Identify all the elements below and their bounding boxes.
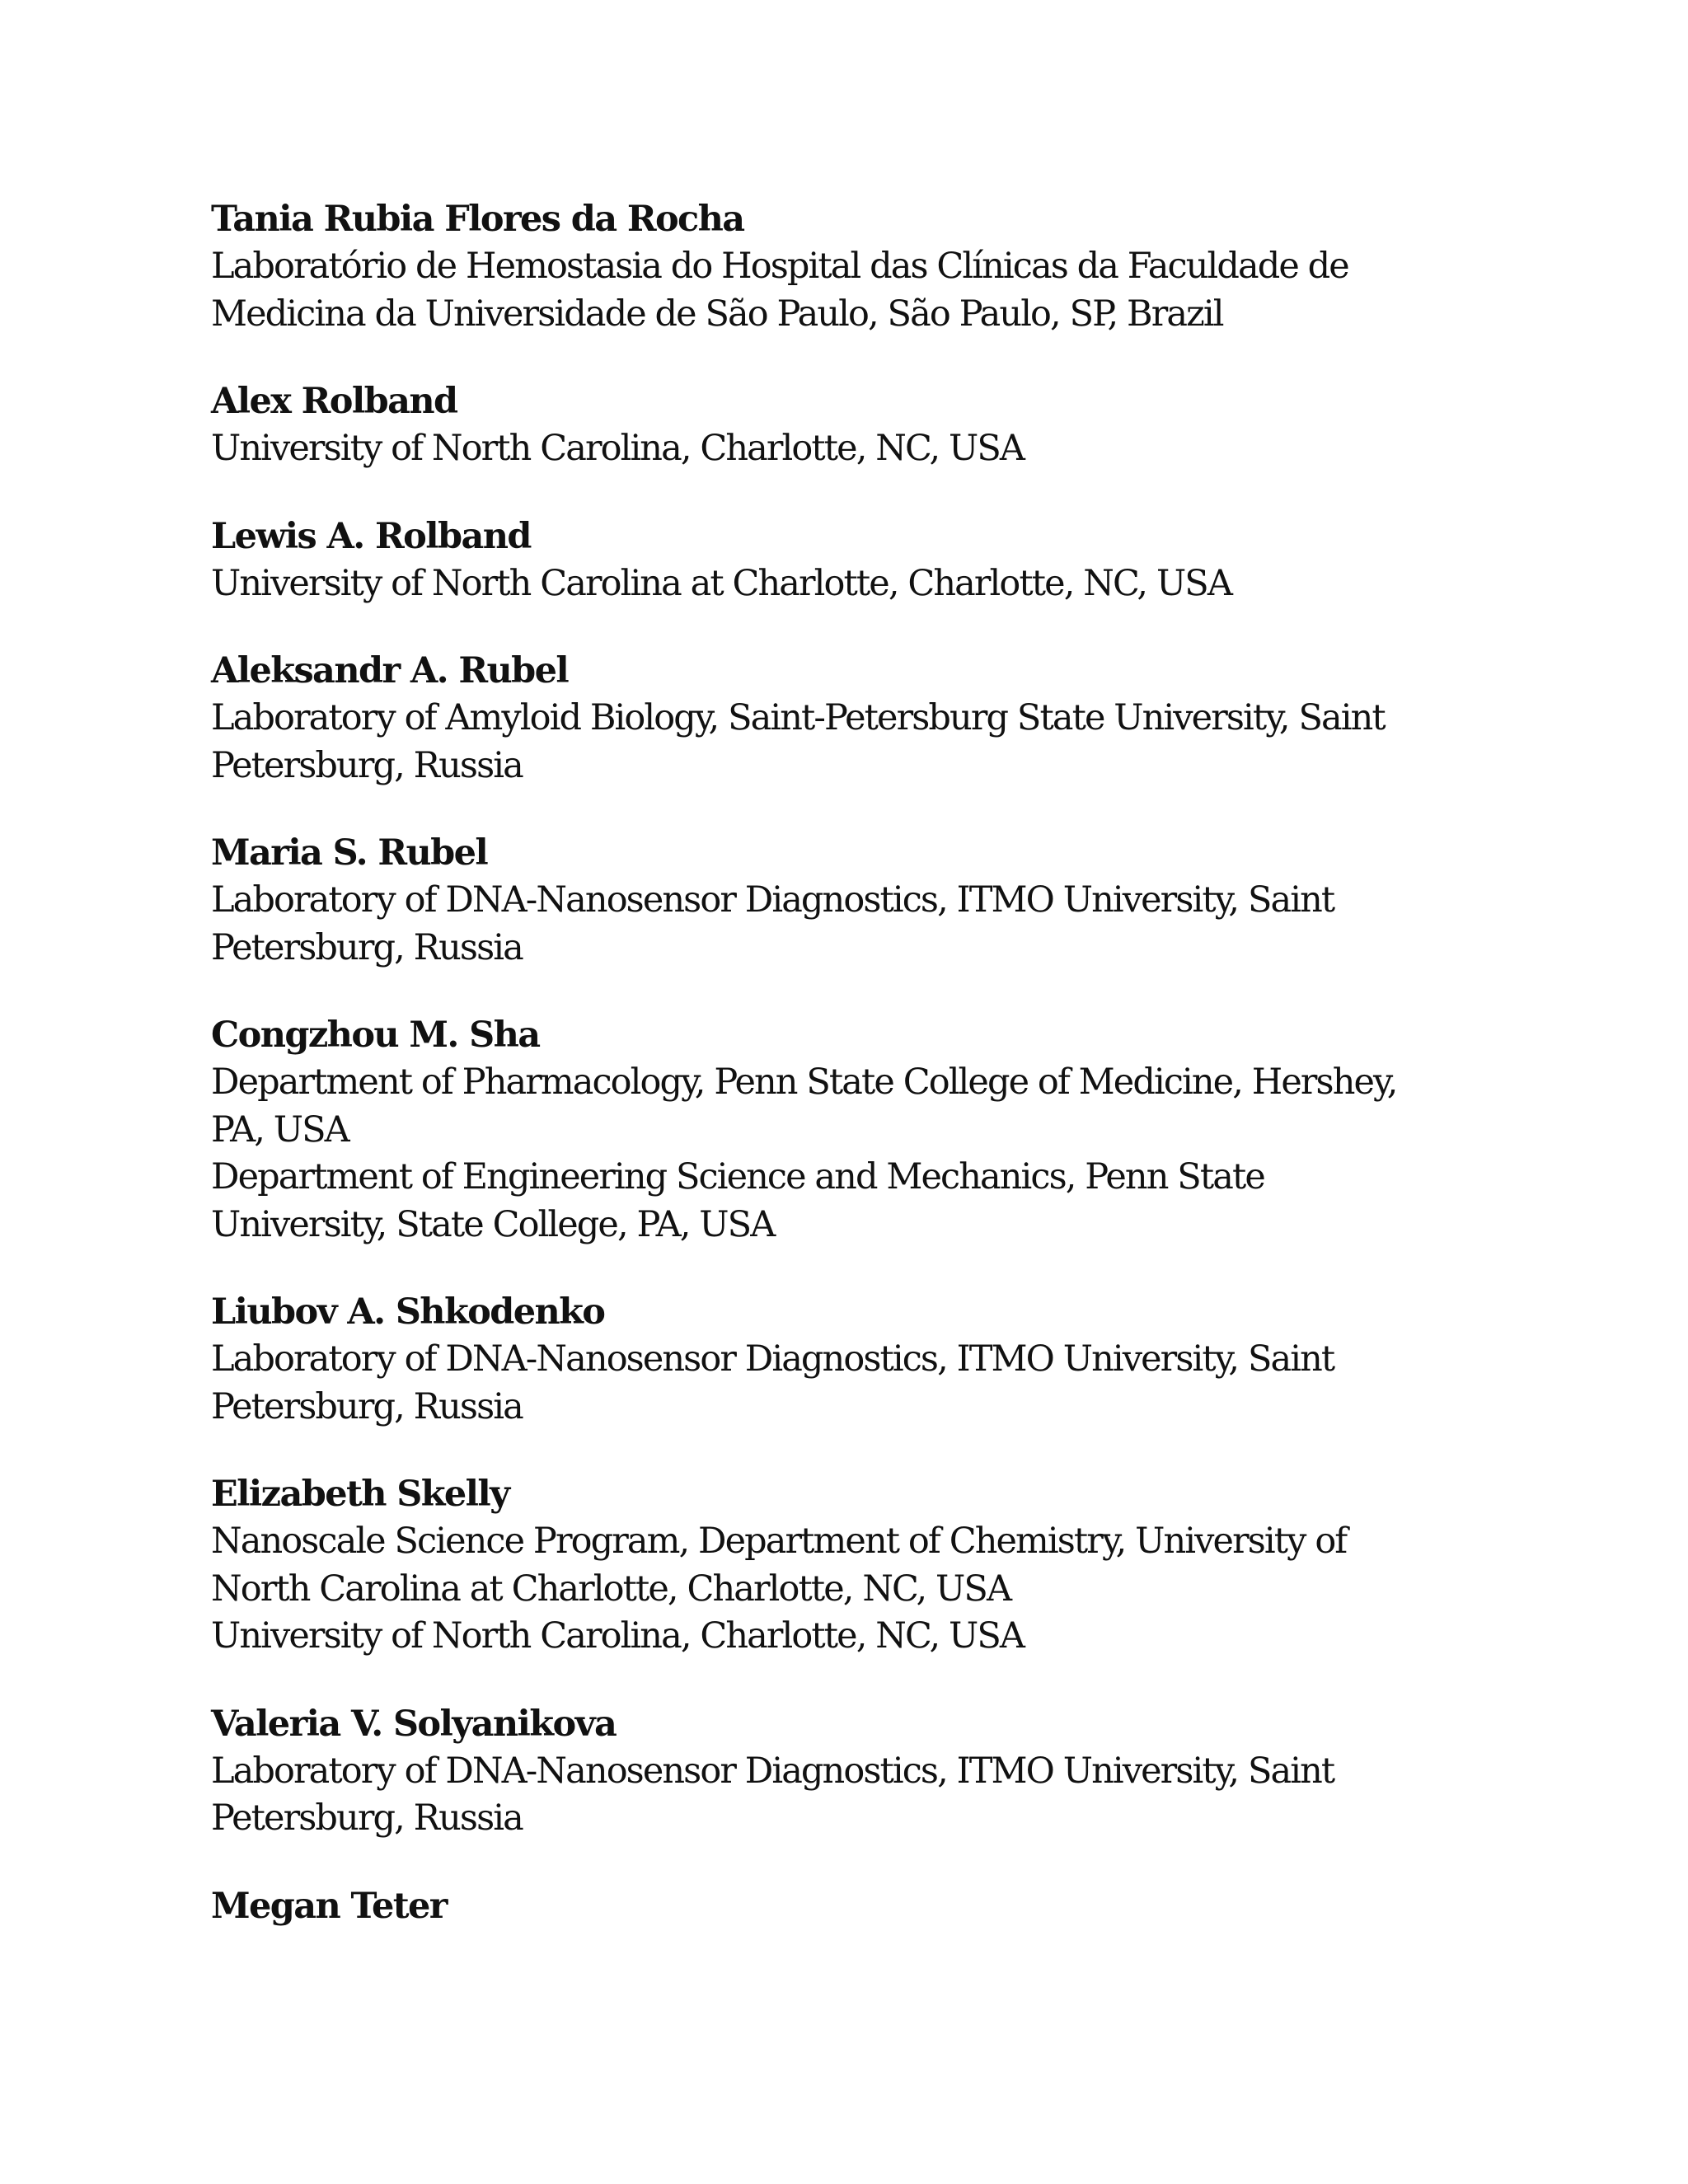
affiliation-line: Department of Pharmacology, Penn State College of Medicine, Hershey, bbox=[211, 1062, 1397, 1103]
contributor-entry bbox=[211, 196, 1546, 338]
contributor-entry bbox=[211, 830, 1546, 972]
contributor-entry bbox=[211, 378, 1546, 473]
affiliation-line: North Carolina at Charlotte, Charlotte, NC, USA bbox=[211, 1568, 1011, 1610]
contributor-name: Congzhou M. Sha bbox=[211, 1015, 540, 1056]
contributor-name: Alex Rolband bbox=[211, 381, 457, 422]
affiliation-line: University of North Carolina, Charlotte, NC, USA bbox=[211, 428, 1025, 469]
contributor-affiliation bbox=[211, 243, 1546, 338]
affiliation-line: Laboratory of DNA-Nanosensor Diagnostics, ITMO University, Saint bbox=[211, 879, 1334, 921]
affiliation-line: Laboratory of DNA-Nanosensor Diagnostics, ITMO University, Saint bbox=[211, 1338, 1334, 1380]
contributor-name: Tania Rubia Flores da Rocha bbox=[211, 199, 744, 240]
affiliation-line: Laboratory of Amyloid Biology, Saint-Petersburg State University, Saint bbox=[211, 697, 1385, 738]
contributor-name: Maria S. Rubel bbox=[211, 832, 488, 874]
affiliation-line: University of North Carolina at Charlotte, Charlotte, NC, USA bbox=[211, 562, 1232, 604]
affiliation-line: Department of Engineering Science and Mechanics, Penn State bbox=[211, 1156, 1264, 1197]
contributor-name: Elizabeth Skelly bbox=[211, 1474, 509, 1515]
contributor-affiliation bbox=[211, 1059, 1546, 1154]
contributor-entry bbox=[211, 1471, 1546, 1661]
affiliation-line: Laboratório de Hemostasia do Hospital das Clínicas da Faculdade de bbox=[211, 246, 1348, 287]
affiliation-line: University of North Carolina, Charlotte, NC, USA bbox=[211, 1615, 1025, 1657]
contributor-name: Aleksandr A. Rubel bbox=[211, 650, 569, 691]
affiliation-line: Nanoscale Science Program, Department of Chemistry, University of bbox=[211, 1521, 1347, 1562]
contributor-entry bbox=[211, 1289, 1546, 1431]
contributor-entry bbox=[211, 1883, 1546, 1930]
contributor-affiliation bbox=[211, 1336, 1546, 1431]
affiliation-line: Petersburg, Russia bbox=[211, 744, 523, 786]
contributor-entry bbox=[211, 513, 1546, 608]
affiliation-line: Petersburg, Russia bbox=[211, 1797, 523, 1839]
affiliation-line: PA, USA bbox=[211, 1108, 349, 1151]
affiliation-line: University, State College, PA, USA bbox=[211, 1203, 775, 1245]
contributor-entry bbox=[211, 648, 1546, 790]
affiliation-line: Laboratory of DNA-Nanosensor Diagnostics, ITMO University, Saint bbox=[211, 1750, 1334, 1792]
contributor-affiliation bbox=[211, 425, 1546, 473]
contributor-affiliation bbox=[211, 1748, 1546, 1843]
contributor-affiliation bbox=[211, 560, 1546, 608]
affiliation-line: Petersburg, Russia bbox=[211, 926, 523, 968]
affiliation-line: Petersburg, Russia bbox=[211, 1385, 523, 1427]
contributor-name: Liubov A. Shkodenko bbox=[211, 1291, 605, 1333]
contributor-entry bbox=[211, 1012, 1546, 1249]
contributor-affiliation bbox=[211, 877, 1546, 972]
affiliation-line: Medicina da Universidade de São Paulo, São Paulo, SP, Brazil bbox=[211, 293, 1223, 335]
contributor-affiliation bbox=[211, 1613, 1546, 1661]
contributor-name: Valeria V. Solyanikova bbox=[211, 1703, 617, 1745]
contributor-affiliation bbox=[211, 1518, 1546, 1613]
contributor-name: Megan Teter bbox=[211, 1885, 447, 1927]
contributor-affiliation bbox=[211, 695, 1546, 790]
contributor-affiliation bbox=[211, 1154, 1546, 1249]
contributor-name: Lewis A. Rolband bbox=[211, 515, 531, 557]
contributor-list bbox=[211, 196, 1546, 1971]
contributor-entry bbox=[211, 1701, 1546, 1843]
